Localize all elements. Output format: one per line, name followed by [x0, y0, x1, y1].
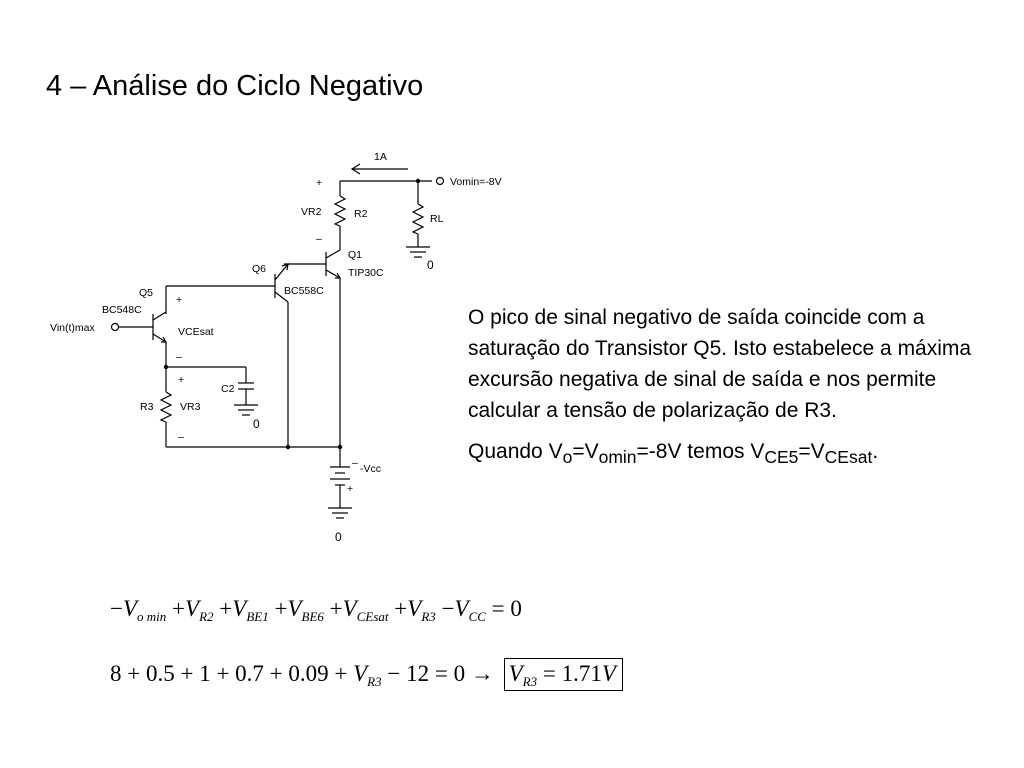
- vcc-label: -Vcc: [360, 463, 381, 475]
- vr2-label: VR2: [301, 206, 322, 218]
- eq-operator: +: [172, 596, 186, 621]
- eq-variable: V: [122, 596, 138, 621]
- condition-text: .: [872, 440, 879, 463]
- resistor-r2: [335, 181, 345, 250]
- eq-mid: − 12 = 0 →: [381, 661, 500, 686]
- eq-operator: +: [274, 596, 288, 621]
- result-box: [504, 658, 623, 691]
- eq-variable: V: [407, 596, 422, 621]
- vcesat-minus-sign: –: [176, 351, 182, 363]
- current-label: 1A: [374, 151, 387, 163]
- ground-label-c2: 0: [253, 417, 260, 431]
- eq-variable: V: [454, 596, 469, 621]
- resistor-rl: [406, 181, 430, 257]
- vomin-label: Vomin=-8V: [450, 176, 502, 188]
- eq-subscript: R3: [367, 674, 382, 689]
- eq-operator: −: [441, 596, 455, 621]
- current-arrow: [352, 164, 408, 174]
- vr2-plus-sign: +: [316, 177, 323, 189]
- eq-subscript: o min: [137, 609, 167, 624]
- vcc-minus-sign: –: [352, 457, 358, 469]
- transistor-q6: [166, 264, 288, 447]
- eq-subscript: R2: [199, 609, 214, 624]
- eq-variable: V: [342, 596, 357, 621]
- eq-subscript: R3: [421, 609, 436, 624]
- eq-lhs: 8 + 0.5 + 1 + 0.7 + 0.09 +: [110, 661, 354, 686]
- eq-rhs: = 0: [491, 596, 522, 621]
- equation-numeric: [110, 659, 623, 697]
- condition-text: =V: [572, 440, 599, 463]
- q6-part-label: BC558C: [284, 285, 324, 297]
- vr3-label: VR3: [180, 401, 201, 413]
- condition-paragraph: [468, 436, 988, 473]
- explanation-text: [468, 302, 988, 473]
- eq-operator: +: [219, 596, 233, 621]
- q5-part-label: BC548C: [102, 304, 142, 316]
- vr2-minus-sign: –: [316, 233, 322, 245]
- vr3-minus-sign: –: [178, 431, 184, 443]
- eq-variable: V: [232, 596, 247, 621]
- eq-operator: +: [329, 596, 343, 621]
- equation-kvl: [110, 594, 522, 632]
- resistor-r3: [161, 367, 171, 447]
- eq-subscript: BE6: [301, 609, 324, 624]
- output-terminal: [437, 178, 444, 185]
- subscript: o: [562, 447, 573, 468]
- vcc-plus-sign: +: [347, 483, 354, 495]
- transistor-q1: [284, 250, 340, 447]
- r2-label: R2: [354, 208, 368, 220]
- c2-label: C2: [221, 383, 235, 395]
- q1-label: Q1: [348, 249, 363, 261]
- ground-label-vcc: 0: [335, 530, 342, 544]
- condition-text: =V: [798, 440, 825, 463]
- vr3-plus-sign: +: [178, 374, 185, 386]
- q1-part-label: TIP30C: [348, 267, 384, 279]
- explanation-paragraph: O pico de sinal negativo de saída coincide com a saturação do Transistor Q5. Isto estabelece a máxima excursão negativa de sinal de saída e nos permite calcular a tensão de polarização de R3.: [468, 306, 972, 422]
- result-unit: V: [601, 661, 616, 686]
- subscript: CE5: [764, 447, 799, 468]
- input-terminal: [112, 324, 119, 331]
- eq-variable: V: [353, 661, 368, 686]
- r3-label: R3: [140, 401, 154, 413]
- eq-subscript: BE1: [246, 609, 269, 624]
- rl-label: RL: [430, 213, 444, 225]
- q5-label: Q5: [139, 287, 154, 299]
- result-value: = 1.71: [537, 661, 602, 686]
- vcesat-label: VCEsat: [178, 326, 214, 338]
- eq-subscript: CC: [468, 609, 486, 624]
- vcesat-plus-sign: +: [176, 294, 183, 306]
- eq-variable: V: [185, 596, 200, 621]
- slide-title: 4 – Análise do Ciclo Negativo: [46, 70, 424, 102]
- eq-subscript: CEsat: [356, 609, 389, 624]
- subscript: CEsat: [824, 447, 873, 468]
- eq-operator: −: [110, 596, 123, 621]
- eq-variable: V: [287, 596, 302, 621]
- ground-label-rl: 0: [427, 258, 434, 272]
- junction-dot: [286, 445, 290, 449]
- condition-text: Quando V: [468, 440, 563, 463]
- subscript: omin: [598, 447, 637, 468]
- eq-operator: +: [394, 596, 408, 621]
- q6-label: Q6: [252, 263, 267, 275]
- eq-variable: V: [508, 661, 523, 686]
- eq-subscript: R3: [522, 674, 538, 689]
- condition-text: =-8V temos V: [636, 440, 765, 463]
- vin-label: Vin(t)max: [50, 322, 95, 334]
